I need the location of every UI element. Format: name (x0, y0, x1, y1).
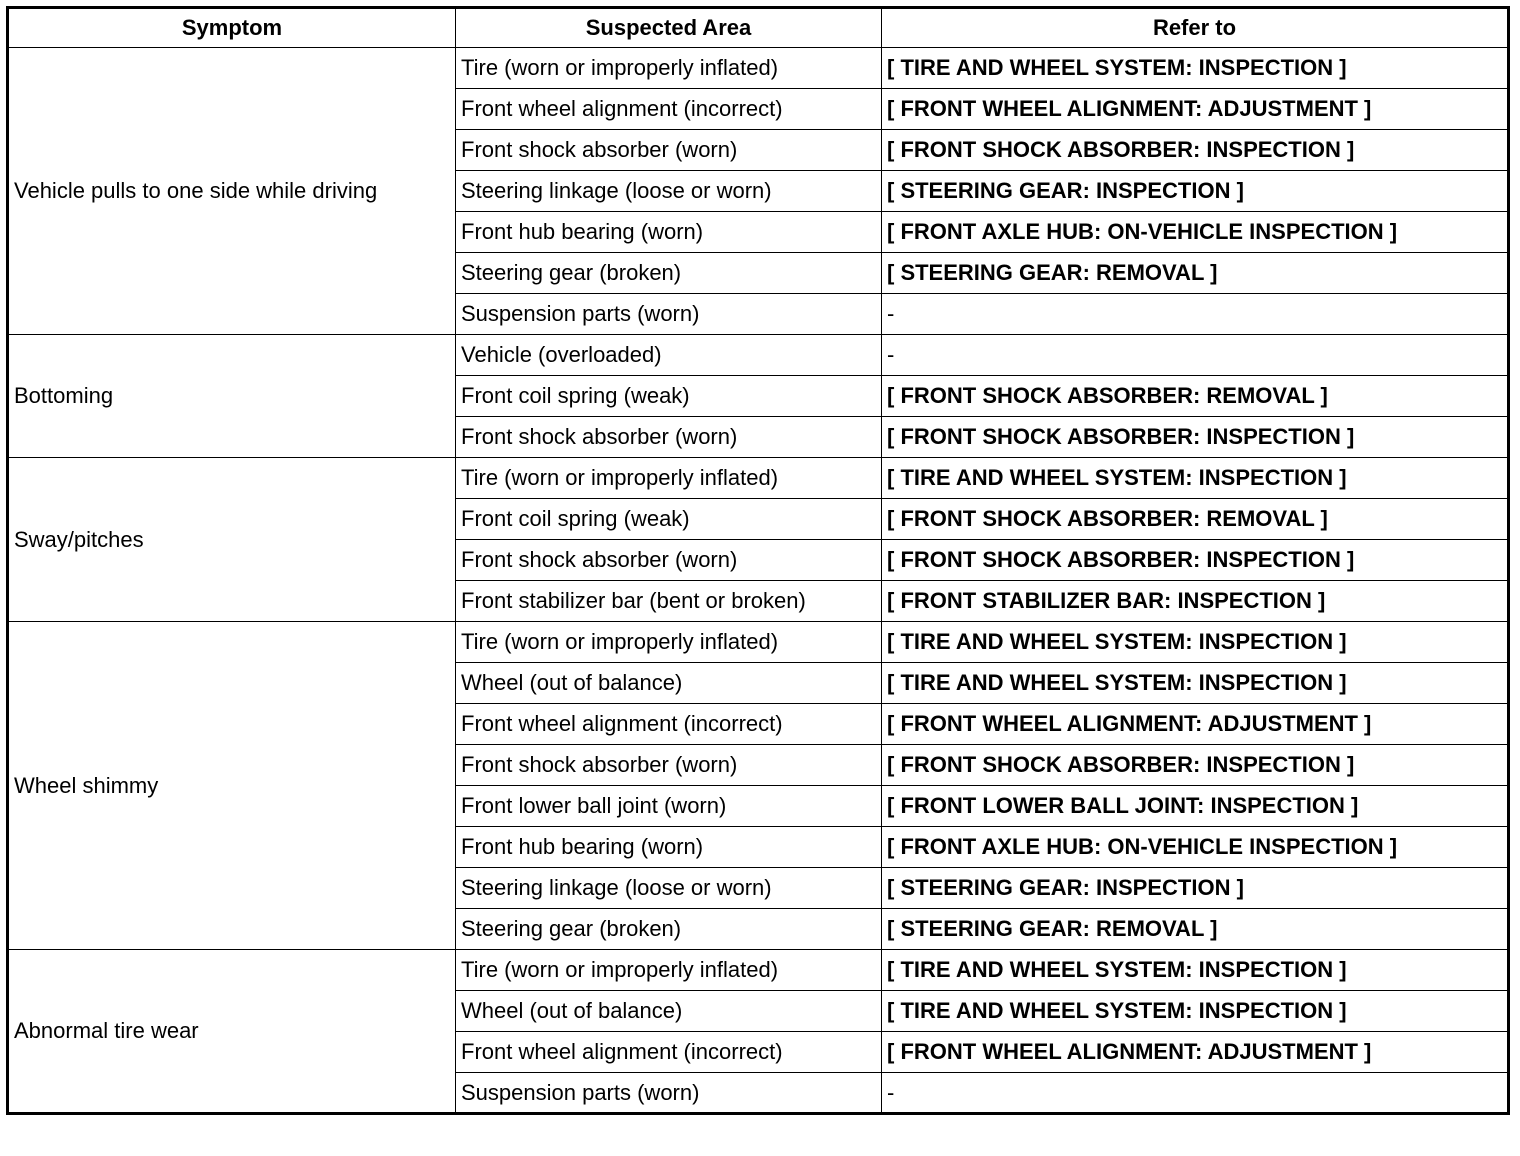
header-suspected-area: Suspected Area (456, 8, 882, 48)
suspected-area-cell: Front wheel alignment (incorrect) (456, 704, 882, 745)
refer-to-link[interactable]: [ TIRE AND WHEEL SYSTEM: INSPECTION ] (882, 991, 1509, 1032)
refer-to-cell: - (882, 1073, 1509, 1114)
suspected-area-cell: Suspension parts (worn) (456, 1073, 882, 1114)
refer-to-link[interactable]: [ FRONT WHEEL ALIGNMENT: ADJUSTMENT ] (882, 1032, 1509, 1073)
refer-to-cell: - (882, 294, 1509, 335)
refer-to-link[interactable]: [ FRONT WHEEL ALIGNMENT: ADJUSTMENT ] (882, 704, 1509, 745)
suspected-area-cell: Front coil spring (weak) (456, 376, 882, 417)
suspected-area-cell: Tire (worn or improperly inflated) (456, 950, 882, 991)
suspected-area-cell: Steering gear (broken) (456, 909, 882, 950)
symptom-cell: Sway/pitches (8, 458, 456, 622)
symptom-cell: Wheel shimmy (8, 622, 456, 950)
refer-to-link[interactable]: [ FRONT SHOCK ABSORBER: REMOVAL ] (882, 499, 1509, 540)
suspected-area-cell: Front stabilizer bar (bent or broken) (456, 581, 882, 622)
refer-to-link[interactable]: [ TIRE AND WHEEL SYSTEM: INSPECTION ] (882, 458, 1509, 499)
suspected-area-cell: Wheel (out of balance) (456, 991, 882, 1032)
suspected-area-cell: Tire (worn or improperly inflated) (456, 48, 882, 89)
refer-to-cell: - (882, 335, 1509, 376)
suspected-area-cell: Vehicle (overloaded) (456, 335, 882, 376)
refer-to-link[interactable]: [ STEERING GEAR: INSPECTION ] (882, 868, 1509, 909)
suspected-area-cell: Front lower ball joint (worn) (456, 786, 882, 827)
table-row (8, 48, 1509, 89)
refer-to-link[interactable]: [ TIRE AND WHEEL SYSTEM: INSPECTION ] (882, 663, 1509, 704)
header-row (8, 8, 1509, 48)
suspected-area-cell: Tire (worn or improperly inflated) (456, 458, 882, 499)
refer-to-link[interactable]: [ FRONT AXLE HUB: ON-VEHICLE INSPECTION ] (882, 827, 1509, 868)
suspected-area-cell: Front shock absorber (worn) (456, 540, 882, 581)
refer-to-link[interactable]: [ TIRE AND WHEEL SYSTEM: INSPECTION ] (882, 950, 1509, 991)
refer-to-link[interactable]: [ FRONT STABILIZER BAR: INSPECTION ] (882, 581, 1509, 622)
suspected-area-cell: Front hub bearing (worn) (456, 827, 882, 868)
suspected-area-cell: Front coil spring (weak) (456, 499, 882, 540)
refer-to-link[interactable]: [ FRONT WHEEL ALIGNMENT: ADJUSTMENT ] (882, 89, 1509, 130)
symptom-cell: Bottoming (8, 335, 456, 458)
refer-to-link[interactable]: [ FRONT SHOCK ABSORBER: INSPECTION ] (882, 745, 1509, 786)
refer-to-link[interactable]: [ STEERING GEAR: REMOVAL ] (882, 253, 1509, 294)
table-row (8, 950, 1509, 991)
header-symptom: Symptom (8, 8, 456, 48)
refer-to-link[interactable]: [ STEERING GEAR: REMOVAL ] (882, 909, 1509, 950)
refer-to-link[interactable]: [ FRONT AXLE HUB: ON-VEHICLE INSPECTION ] (882, 212, 1509, 253)
table-body (8, 48, 1509, 1114)
suspected-area-cell: Front hub bearing (worn) (456, 212, 882, 253)
suspected-area-cell: Front wheel alignment (incorrect) (456, 89, 882, 130)
symptom-cell: Vehicle pulls to one side while driving (8, 48, 456, 335)
suspected-area-cell: Front shock absorber (worn) (456, 745, 882, 786)
suspected-area-cell: Wheel (out of balance) (456, 663, 882, 704)
refer-to-link[interactable]: [ FRONT SHOCK ABSORBER: REMOVAL ] (882, 376, 1509, 417)
suspected-area-cell: Steering linkage (loose or worn) (456, 868, 882, 909)
table-row (8, 335, 1509, 376)
refer-to-link[interactable]: [ TIRE AND WHEEL SYSTEM: INSPECTION ] (882, 622, 1509, 663)
refer-to-link[interactable]: [ FRONT SHOCK ABSORBER: INSPECTION ] (882, 540, 1509, 581)
suspected-area-cell: Front shock absorber (worn) (456, 417, 882, 458)
table-row (8, 622, 1509, 663)
suspected-area-cell: Front shock absorber (worn) (456, 130, 882, 171)
suspected-area-cell: Steering linkage (loose or worn) (456, 171, 882, 212)
header-refer-to: Refer to (882, 8, 1509, 48)
refer-to-link[interactable]: [ FRONT LOWER BALL JOINT: INSPECTION ] (882, 786, 1509, 827)
table-row (8, 458, 1509, 499)
suspected-area-cell: Steering gear (broken) (456, 253, 882, 294)
refer-to-link[interactable]: [ FRONT SHOCK ABSORBER: INSPECTION ] (882, 417, 1509, 458)
troubleshooting-table (6, 6, 1510, 1115)
suspected-area-cell: Front wheel alignment (incorrect) (456, 1032, 882, 1073)
suspected-area-cell: Suspension parts (worn) (456, 294, 882, 335)
symptom-cell: Abnormal tire wear (8, 950, 456, 1114)
refer-to-link[interactable]: [ STEERING GEAR: INSPECTION ] (882, 171, 1509, 212)
refer-to-link[interactable]: [ TIRE AND WHEEL SYSTEM: INSPECTION ] (882, 48, 1509, 89)
refer-to-link[interactable]: [ FRONT SHOCK ABSORBER: INSPECTION ] (882, 130, 1509, 171)
suspected-area-cell: Tire (worn or improperly inflated) (456, 622, 882, 663)
